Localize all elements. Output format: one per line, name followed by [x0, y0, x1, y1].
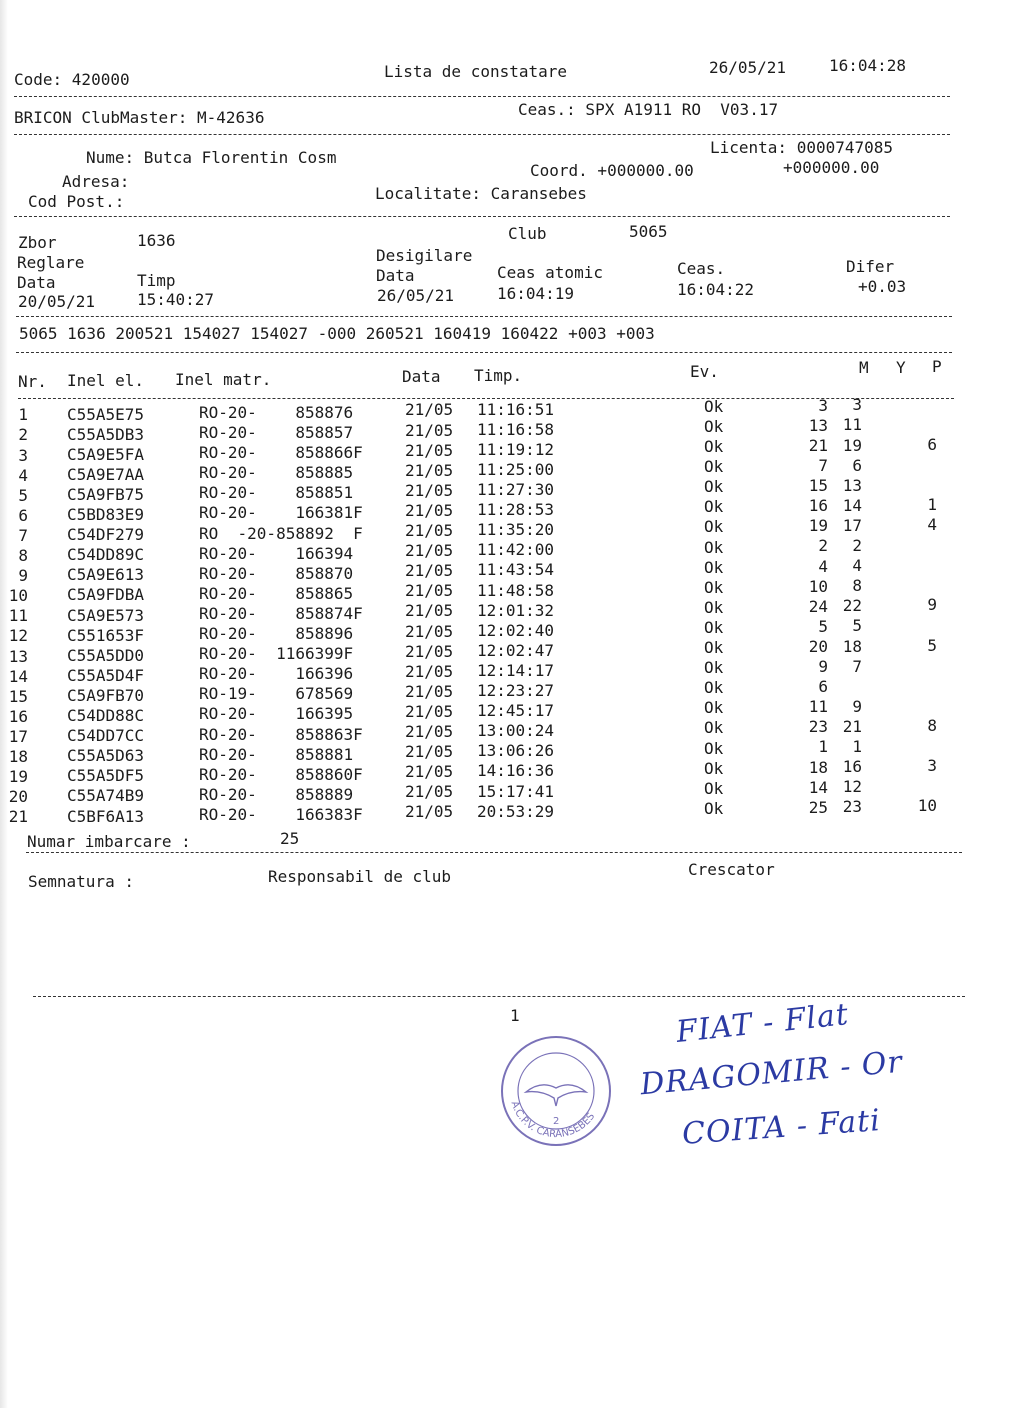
row-y: 5 [852, 616, 862, 636]
row-ring-number: RO-20- 858857 [199, 423, 363, 443]
row-y: 23 [842, 797, 862, 817]
row-y: 7 [852, 656, 862, 676]
row-electronic-ring: C55A5D63 [67, 746, 145, 766]
setting-label: Reglare [17, 253, 85, 272]
row-y: 17 [842, 515, 862, 535]
row-event: Ok [704, 437, 724, 457]
row-electronic-ring: C54DF279 [67, 525, 145, 545]
row-y: 13 [842, 475, 862, 495]
row-m: 1 [818, 737, 828, 757]
row-p: 8 [927, 716, 937, 736]
header-y: Y [896, 358, 906, 377]
row-y: 8 [852, 576, 862, 596]
row-y: 22 [842, 596, 862, 616]
clock-col-label: Ceas. [677, 259, 726, 278]
row-m: 23 [808, 717, 828, 737]
row-electronic-ring: C5A9E7AA [67, 464, 145, 484]
row-time: 12:14:17 [477, 660, 555, 680]
row-electronic-ring: C5A9FDBA [67, 585, 145, 605]
boarding-count-value: 25 [280, 829, 300, 848]
row-time: 12:02:47 [477, 640, 555, 660]
row-date: 21/05 [405, 601, 454, 621]
row-date: 21/05 [405, 500, 454, 520]
row-m: 25 [808, 797, 828, 817]
row-y: 21 [842, 716, 862, 736]
row-ring-number: RO-20- 166394 [199, 543, 363, 563]
row-p: 3 [927, 756, 937, 776]
row-electronic-ring: C5A9E573 [67, 605, 145, 625]
row-electronic-ring: C551653F [67, 625, 145, 645]
row-time: 14:16:36 [477, 761, 555, 781]
row-electronic-ring: C55A5D4F [67, 665, 145, 685]
row-m: 24 [808, 596, 828, 616]
stamp-number: 2 [553, 1116, 560, 1127]
row-date: 21/05 [405, 782, 454, 802]
unseal-label: Desigilare [376, 246, 473, 265]
row-m: 2 [818, 536, 828, 556]
row-ring-number: RO-20- 858866F [199, 443, 363, 463]
license-label: Licenta: 0000747085 [710, 138, 894, 157]
atomic-time: 16:04:19 [497, 284, 575, 303]
row-m: 4 [818, 556, 828, 576]
flight-label: Zbor [18, 233, 57, 252]
row-electronic-ring: C5A9FB75 [67, 484, 145, 504]
row-y: 18 [842, 636, 862, 656]
stamp-bird [526, 1085, 586, 1106]
divider [16, 352, 952, 353]
row-time: 12:45:17 [477, 701, 555, 721]
club-label: Club [508, 224, 547, 243]
row-y: 3 [852, 395, 862, 415]
row-m: 14 [808, 777, 828, 797]
row-event: Ok [704, 778, 724, 798]
row-y: 2 [852, 536, 862, 555]
row-ring-number: RO -20-858892 F [199, 523, 363, 543]
row-time: 11:25:00 [477, 459, 555, 479]
row-time: 11:27:30 [477, 480, 555, 499]
row-m: 10 [808, 576, 828, 596]
row-event: Ok [704, 517, 724, 537]
coord-label: Coord. +000000.00 [530, 161, 694, 180]
row-number: 4 [18, 465, 28, 485]
row-date: 21/05 [405, 440, 454, 460]
stamp-text: A.C.P.V. CARANSEBES [508, 1099, 598, 1141]
address-label: Adresa: [62, 172, 130, 191]
handwritten-note-2: DRAGOMIR - Or [638, 1044, 905, 1103]
coord-value: +000000.00 [783, 158, 880, 177]
row-number: 18 [8, 747, 28, 766]
signature-label: Semnatura : [28, 872, 134, 891]
row-electronic-ring: C55A5DB3 [67, 424, 145, 444]
row-ring-number: RO-20- 858874F [199, 603, 363, 623]
row-ring-number: RO-20- 858876 [199, 402, 363, 422]
row-event: Ok [704, 718, 724, 738]
row-ring-number: RO-20- 858889 [199, 784, 363, 804]
row-m: 9 [818, 657, 828, 676]
row-y: 14 [842, 495, 862, 515]
row-number: 7 [18, 525, 28, 545]
header-date: Data [402, 367, 441, 386]
row-m: 21 [808, 435, 828, 455]
locality-label: Localitate: Caransebes [375, 184, 587, 203]
header-p: P [932, 357, 942, 376]
header-m: M [859, 358, 869, 377]
system-label: BRICON ClubMaster: M-42636 [14, 108, 265, 127]
row-number: 10 [8, 586, 28, 606]
row-date: 21/05 [405, 742, 454, 762]
row-time: 11:16:51 [477, 399, 555, 419]
row-electronic-ring: C55A5DD0 [67, 645, 145, 665]
row-m: 20 [808, 636, 828, 656]
row-event: Ok [704, 557, 724, 577]
row-time: 13:06:26 [477, 741, 555, 761]
row-electronic-ring: C54DD89C [67, 545, 145, 565]
row-date: 21/05 [405, 802, 454, 822]
row-electronic-ring: C5BF6A13 [67, 806, 145, 826]
print-time: 16:04:28 [829, 56, 907, 75]
time-label: Timp [137, 271, 176, 290]
row-y: 11 [842, 415, 862, 435]
atomic-clock-label: Ceas atomic [497, 263, 603, 282]
row-event: Ok [704, 798, 724, 818]
row-ring-number: RO-20- 858896 [199, 624, 363, 644]
club-stamp [496, 1032, 616, 1150]
row-y: 1 [852, 737, 862, 756]
row-p: 5 [927, 635, 937, 655]
row-time: 11:16:58 [477, 419, 555, 439]
row-ring-number: RO-20- 858865 [199, 583, 363, 603]
breeder-label: Crescator [688, 860, 775, 879]
row-m: 13 [808, 415, 828, 435]
row-p: 4 [927, 515, 937, 535]
row-date: 21/05 [405, 581, 454, 601]
row-electronic-ring: C54DD7CC [67, 726, 145, 746]
row-time: 13:00:24 [477, 721, 555, 741]
row-electronic-ring: C55A74B9 [67, 786, 145, 806]
row-ring-number: RO-20- 1166399F [199, 644, 354, 664]
row-electronic-ring: C5A9FB70 [67, 685, 145, 705]
row-date: 21/05 [405, 621, 454, 641]
row-number: 3 [18, 445, 28, 465]
row-time: 11:28:53 [477, 500, 555, 520]
row-ring-number: RO-20- 858860F [199, 764, 363, 784]
club-value: 5065 [629, 222, 668, 241]
club-representative-label: Responsabil de club [268, 867, 452, 886]
name-label: Nume: Butca Florentin Cosm [86, 148, 337, 167]
row-ring-number: RO-20- 858851 [199, 483, 363, 503]
header-time: Timp. [474, 366, 523, 385]
row-date: 21/05 [405, 541, 454, 561]
divider [26, 852, 962, 853]
row-y: 19 [842, 435, 862, 455]
row-date: 21/05 [405, 681, 454, 701]
row-m: 19 [808, 516, 828, 536]
postal-code-label: Cod Post.: [28, 192, 125, 211]
row-number: 1 [18, 405, 28, 425]
flight-value: 1636 [137, 231, 176, 250]
row-event: Ok [704, 617, 724, 637]
row-date: 21/05 [405, 480, 454, 500]
unseal-date: 26/05/21 [377, 286, 455, 305]
header-nr: Nr. [18, 372, 47, 391]
row-electronic-ring: C5A9E613 [67, 565, 145, 585]
row-event: Ok [704, 537, 724, 557]
row-time: 12:02:40 [477, 620, 555, 640]
row-number: 20 [8, 787, 28, 807]
row-number: 14 [8, 666, 28, 686]
row-electronic-ring: C54DD88C [67, 706, 145, 726]
row-m: 11 [808, 697, 828, 717]
row-time: 11:19:12 [477, 439, 555, 459]
row-number: 12 [8, 626, 28, 646]
row-ring-number: RO-20- 166395 [199, 704, 363, 724]
row-number: 9 [18, 566, 28, 586]
row-number: 17 [8, 726, 28, 746]
row-ring-number: RO-20- 858870 [199, 563, 363, 583]
row-y: 4 [852, 556, 862, 576]
row-p: 1 [927, 494, 937, 514]
row-event: Ok [704, 477, 724, 497]
row-date: 21/05 [405, 561, 454, 581]
boarding-count-label: Numar imbarcare : [27, 832, 191, 851]
handwritten-note-3: COITA - Fati [680, 1103, 882, 1152]
row-event: Ok [704, 497, 724, 517]
row-event: Ok [704, 658, 724, 678]
row-m: 18 [808, 757, 828, 777]
divider [33, 996, 965, 997]
print-date: 26/05/21 [709, 58, 787, 77]
row-date: 21/05 [405, 460, 454, 480]
row-date: 21/05 [405, 722, 454, 742]
row-event: Ok [704, 758, 724, 778]
row-y: 12 [842, 777, 862, 797]
row-date: 21/05 [405, 661, 454, 681]
row-number: 13 [8, 646, 28, 666]
row-number: 21 [8, 807, 28, 827]
row-number: 8 [18, 546, 28, 565]
row-date: 21/05 [405, 400, 454, 420]
row-date: 21/05 [405, 762, 454, 782]
row-time: 12:23:27 [477, 681, 555, 700]
difference-label: Difer [846, 257, 895, 276]
row-number: 19 [8, 767, 28, 787]
row-time: 11:42:00 [477, 540, 555, 560]
row-date: 21/05 [405, 420, 454, 440]
divider [14, 216, 950, 217]
row-event: Ok [704, 597, 724, 617]
row-event: Ok [704, 396, 724, 416]
row-event: Ok [704, 678, 724, 698]
row-time: 20:53:29 [477, 801, 555, 821]
difference-value: +0.03 [858, 277, 907, 296]
row-event: Ok [704, 577, 724, 597]
divider [16, 316, 952, 317]
row-m: 3 [818, 395, 828, 415]
header-electronic-ring: Inel el. [67, 371, 145, 390]
row-electronic-ring: C5A9E5FA [67, 444, 145, 464]
row-ring-number: RO-19- 678569 [199, 684, 363, 704]
row-event: Ok [704, 457, 724, 477]
handwritten-note-1: FIAT - Flat [674, 997, 851, 1050]
row-number: 11 [8, 606, 28, 626]
row-number: 5 [18, 485, 28, 505]
header-event: Ev. [690, 362, 719, 381]
row-m: 16 [808, 496, 828, 516]
clock-label: Ceas.: SPX A1911 RO V03.17 [518, 100, 779, 119]
row-number: 16 [8, 706, 28, 726]
row-ring-number: RO-20- 858885 [199, 463, 363, 483]
row-event: Ok [704, 738, 724, 758]
row-m: 6 [818, 677, 828, 697]
row-p: 6 [927, 434, 937, 454]
row-m: 5 [818, 616, 828, 636]
row-ring-number: RO-20- 858881 [199, 744, 363, 764]
header-ring-number: Inel matr. [175, 370, 272, 389]
row-event: Ok [704, 416, 724, 436]
page-number: 1 [510, 1006, 520, 1025]
row-time: 12:01:32 [477, 600, 555, 620]
clock-code-line: 5065 1636 200521 154027 154027 -000 260521 160419 160422 +003 +003 [19, 324, 655, 343]
row-ring-number: RO-20- 166381F [199, 503, 363, 523]
code-label: Code: 420000 [14, 70, 130, 89]
row-number: 15 [8, 686, 28, 706]
row-date: 21/05 [405, 521, 454, 541]
setting-time: 15:40:27 [137, 290, 215, 309]
row-electronic-ring: C55A5E75 [67, 404, 145, 424]
row-y: 9 [852, 696, 862, 716]
row-number: 6 [18, 505, 28, 525]
row-m: 15 [808, 476, 828, 496]
row-time: 15:17:41 [477, 781, 555, 801]
row-electronic-ring: C5BD83E9 [67, 505, 145, 525]
row-p: 9 [927, 595, 937, 615]
row-number: 2 [18, 425, 28, 445]
row-p: 10 [917, 796, 937, 816]
row-time: 11:43:54 [477, 560, 555, 580]
row-ring-number: RO-20- 166383F [199, 804, 363, 824]
setting-date: 20/05/21 [18, 292, 96, 311]
setting-date-label: Data [17, 273, 56, 292]
row-y: 6 [852, 455, 862, 475]
row-time: 11:35:20 [477, 520, 555, 540]
row-event: Ok [704, 698, 724, 718]
row-electronic-ring: C55A5DF5 [67, 766, 145, 786]
unseal-date-label: Data [376, 266, 415, 285]
divider [14, 96, 950, 97]
clock-time: 16:04:22 [677, 280, 755, 299]
row-time: 11:48:58 [477, 580, 555, 600]
row-ring-number: RO-20- 166396 [199, 664, 363, 684]
document-title: Lista de constatare [384, 62, 568, 81]
row-date: 21/05 [405, 701, 454, 721]
row-event: Ok [704, 638, 724, 658]
row-ring-number: RO-20- 858863F [199, 724, 363, 744]
divider [14, 134, 950, 135]
row-date: 21/05 [405, 641, 454, 661]
row-y: 16 [842, 757, 862, 777]
row-m: 7 [818, 456, 828, 475]
